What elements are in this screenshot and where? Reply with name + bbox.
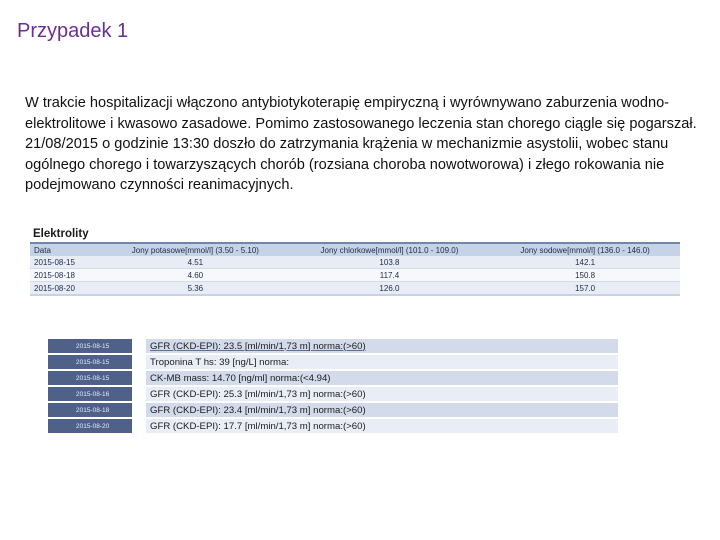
lab-date: 2015-08-15: [48, 371, 132, 385]
cell-date: 2015-08-15: [30, 256, 102, 269]
header-chloride: Jony chlorkowe[mmol/l] (101.0 - 109.0): [289, 243, 490, 256]
cell-date: 2015-08-18: [30, 269, 102, 282]
electrolytes-section: [30, 228, 682, 296]
cell-sodium: 142.1: [490, 256, 680, 269]
lab-date: 2015-08-15: [48, 355, 132, 369]
cell-potassium: 5.36: [102, 282, 289, 296]
lab-result: CK-MB mass: 14.70 [ng/ml] norma:(<4.94): [146, 371, 618, 385]
lab-result: Troponina T hs: 39 [ng/L] norma:: [146, 355, 618, 369]
cell-sodium: 150.8: [490, 269, 680, 282]
table-row: [30, 269, 680, 282]
list-item: [48, 403, 618, 417]
list-item: [48, 355, 618, 369]
lab-date: 2015-08-15: [48, 339, 132, 353]
lab-results-list: [48, 337, 618, 435]
list-item: [48, 387, 618, 401]
cell-potassium: 4.60: [102, 269, 289, 282]
list-item: [48, 371, 618, 385]
lab-result: GFR (CKD-EPI): 23.5 [ml/min/1,73 m] norma:(>60): [146, 339, 618, 353]
header-sodium: Jony sodowe[mmol/l] (136.0 - 146.0): [490, 243, 680, 256]
table-row: [30, 256, 680, 269]
lab-date: 2015-08-18: [48, 403, 132, 417]
list-item: [48, 419, 618, 433]
lab-result: GFR (CKD-EPI): 23.4 [ml/min/1,73 m] norma:(>60): [146, 403, 618, 417]
lab-date: 2015-08-20: [48, 419, 132, 433]
table-row: [30, 282, 680, 296]
cell-chloride: 103.8: [289, 256, 490, 269]
case-description: W trakcie hospitalizacji włączono antybiotykoterapię empiryczną i wyrównywano zaburzenia wodno-elektrolitowe i kwasowo zasadowe. Pomimo zastosowanego leczenia stan chorego ciągle się pogarszał. 21/08/2015 o godzinie 13:30 doszło do zatrzymania krążenia w mechanizmie asystolii, wobec stanu ogólnego chorego i towarzyszących chorób (rozsiana choroba nowotworowa) i złego rokowania nie podejmowano czynności reanimacyjnych.: [25, 95, 697, 193]
lab-result: GFR (CKD-EPI): 25.3 [ml/min/1,73 m] norma:(>60): [146, 387, 618, 401]
cell-chloride: 117.4: [289, 269, 490, 282]
list-item: [48, 339, 618, 353]
cell-potassium: 4.51: [102, 256, 289, 269]
slide-title: Przypadek 1: [17, 20, 129, 42]
electrolytes-table: [30, 242, 680, 296]
header-date: Data: [30, 243, 102, 256]
lab-date: 2015-08-16: [48, 387, 132, 401]
table-header-row: [30, 243, 680, 256]
cell-sodium: 157.0: [490, 282, 680, 296]
header-potassium: Jony potasowe[mmol/l] (3.50 - 5.10): [102, 243, 289, 256]
electrolytes-title: Elektrolity: [33, 228, 89, 240]
cell-date: 2015-08-20: [30, 282, 102, 296]
lab-result: GFR (CKD-EPI): 17.7 [ml/min/1,73 m] norma:(>60): [146, 419, 618, 433]
cell-chloride: 126.0: [289, 282, 490, 296]
